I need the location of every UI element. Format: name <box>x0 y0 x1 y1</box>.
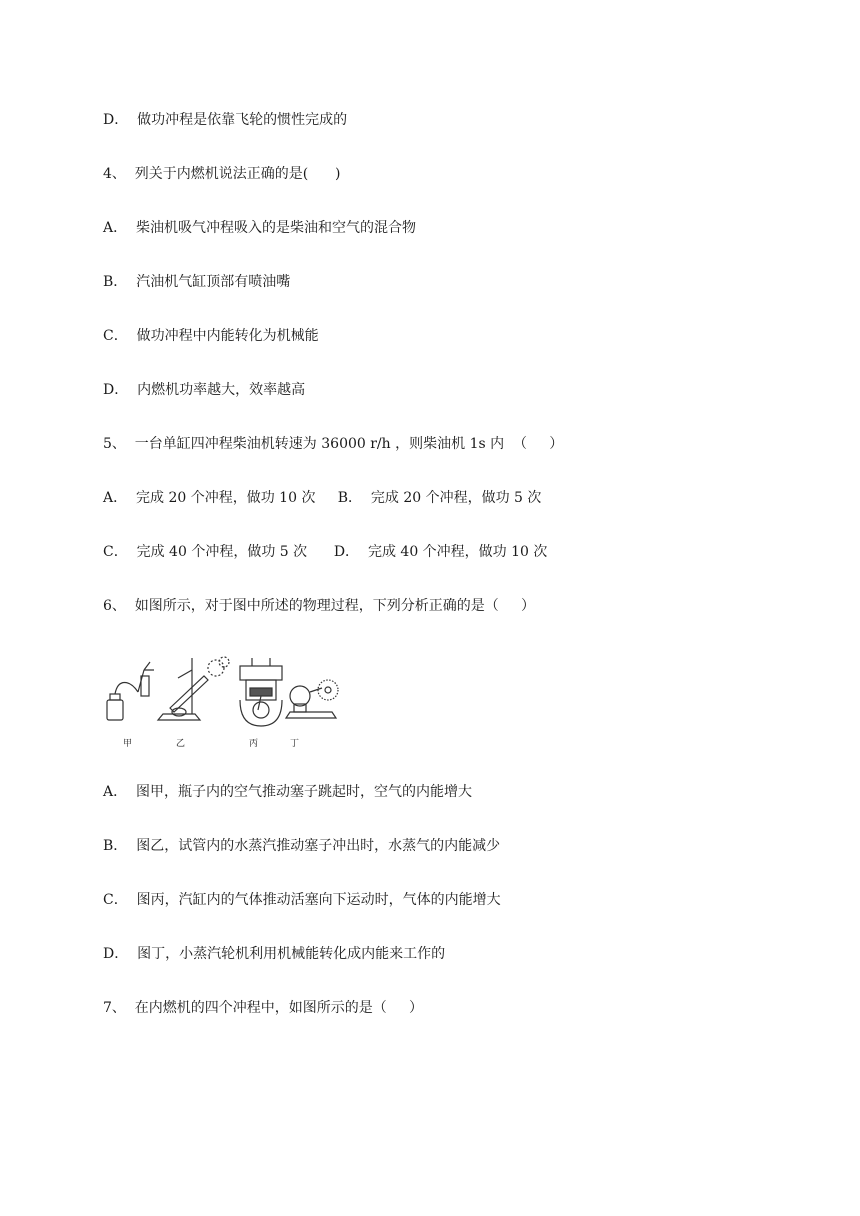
figure-yi-test-tube <box>158 657 229 720</box>
q4-option-c: C． 做功冲程中内能转化为机械能 <box>103 328 319 344</box>
q4-option-d: D． 内燃机功率越大，效率越高 <box>103 382 306 398</box>
q5-options-cd: C． 完成 40 个冲程，做功 5 次 D． 完成 40 个冲程，做功 10 次 <box>103 544 548 560</box>
q4-stem: 4、 列关于内燃机说法正确的是( ) <box>103 166 341 182</box>
figure-bing-engine <box>240 658 282 726</box>
figure-label-jia: 甲 <box>123 739 133 749</box>
figure-jia-bottle-pump <box>107 662 154 720</box>
q6-stem: 6、 如图所示，对于图中所述的物理过程，下列分析正确的是（ ） <box>103 598 536 614</box>
figure-ding-turbine <box>286 680 338 718</box>
q6-option-b: B． 图乙，试管内的水蒸汽推动塞子冲出时，水蒸气的内能减少 <box>103 838 501 854</box>
q6-figure <box>100 648 350 758</box>
q6-option-d: D． 图丁，小蒸汽轮机利用机械能转化成内能来工作的 <box>103 946 446 962</box>
figure-label-bing: 丙 <box>249 739 259 749</box>
q4-option-b: B． 汽油机气缸顶部有喷油嘴 <box>103 274 291 290</box>
figure-label-ding: 丁 <box>290 739 300 749</box>
figure-label-yi: 乙 <box>176 739 186 749</box>
q6-option-c: C． 图丙，汽缸内的气体推动活塞向下运动时，气体的内能增大 <box>103 892 501 908</box>
q3-option-d: D． 做功冲程是依靠飞轮的惯性完成的 <box>103 112 348 128</box>
q5-options-ab: A． 完成 20 个冲程，做功 10 次 B． 完成 20 个冲程，做功 5 次 <box>103 490 542 506</box>
q6-option-a: A． 图甲，瓶子内的空气推动塞子跳起时，空气的内能增大 <box>103 784 473 800</box>
q5-stem: 5、 一台单缸四冲程柴油机转速为 36000 r/h ，则柴油机 1s 内 （ ） <box>103 436 564 452</box>
q4-option-a: A． 柴油机吸气冲程吸入的是柴油和空气的混合物 <box>103 220 417 236</box>
q7-stem: 7、 在内燃机的四个冲程中，如图所示的是（ ） <box>103 1000 424 1016</box>
